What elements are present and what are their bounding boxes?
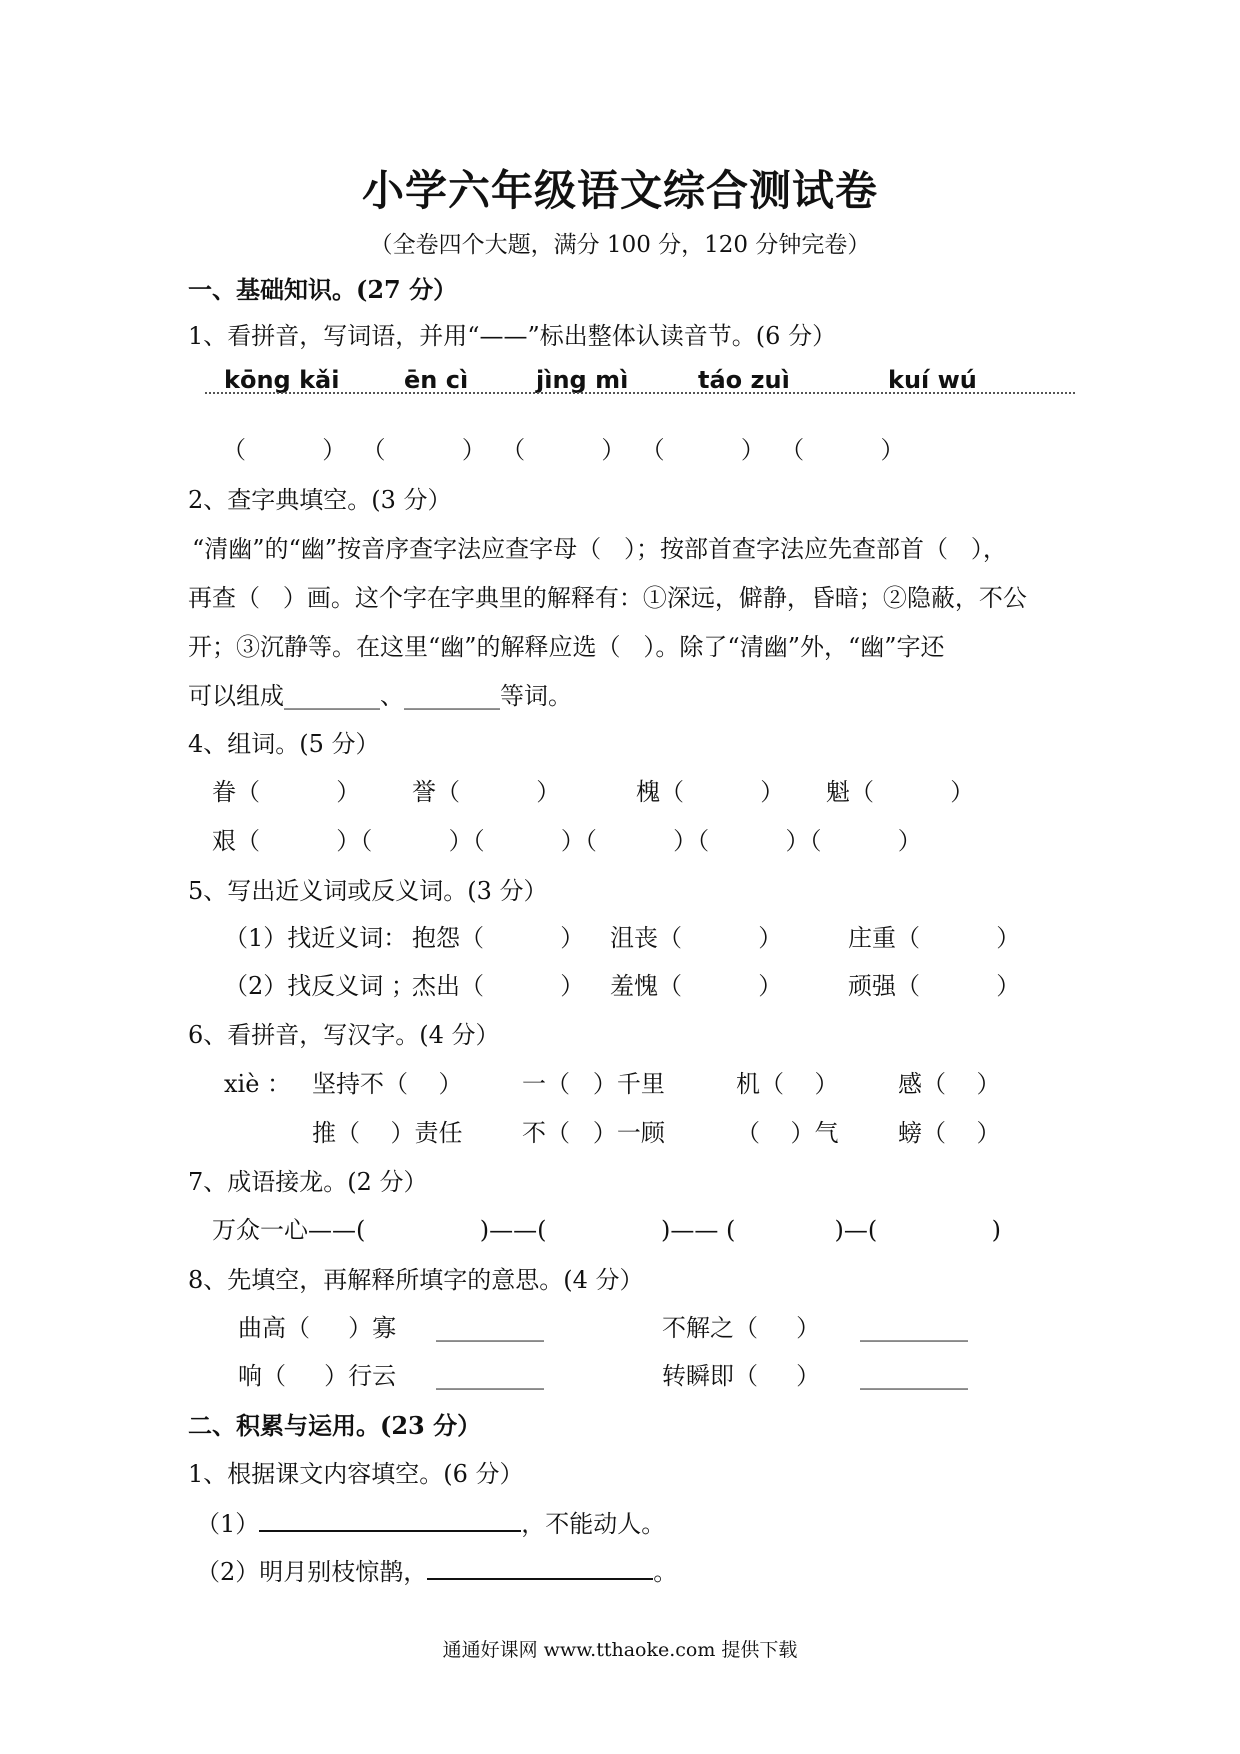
- q1-pinyin-1: kōng kǎi: [224, 366, 340, 394]
- q5-row1-item-1: 抱怨（ ）: [412, 924, 585, 952]
- q6-row2-item-4: 螃（ ）: [898, 1119, 1001, 1147]
- s2-q1-item-2-text: 明月别枝惊鹊，: [259, 1558, 428, 1586]
- s2-q1-item-1-text: ，不能动人。: [521, 1510, 666, 1538]
- q1-pinyin-2: ēn cì: [404, 366, 469, 394]
- page-title: 小学六年级语文综合测试卷: [361, 166, 878, 215]
- q4-row-2: 艰（ ）（ ）（ ）（ ）（ ）（ ）: [212, 827, 922, 855]
- q5-text: 5、写出近义词或反义词。(3 分）: [188, 877, 548, 905]
- q5-row1-item-2: 沮丧（ ）: [610, 924, 783, 952]
- section2-heading: 二、积累与运用。(23 分）: [188, 1411, 482, 1440]
- q8-row2-blank-2: _________: [860, 1362, 968, 1390]
- page-subtitle: （全卷四个大题，满分 100 分，120 分钟完卷）: [369, 232, 871, 258]
- q8-row1-idiom-2: 不解之（ ）: [662, 1314, 821, 1342]
- q1-pinyin-5: kuí wú: [888, 366, 977, 394]
- q6-pinyin-label: xiè ：: [224, 1070, 292, 1098]
- s2-q1-item-2-end: 。: [653, 1558, 678, 1586]
- q4-word-4: 魁（ ）: [826, 778, 975, 806]
- s2-q1-item-2-number: （2）: [196, 1558, 260, 1586]
- q2-line-1: “清幽”的“幽”按音序查字法应查字母（ ）；按部首查字法应先查部首（ ），: [192, 535, 1007, 563]
- q8-row1-blank-2: _________: [860, 1314, 968, 1342]
- q5-row2-label: （2）找反义词 ；: [224, 972, 415, 1000]
- q6-row2-item-2: 不（ ）一顾: [522, 1119, 665, 1147]
- q4-text: 4、组词。(5 分）: [188, 730, 380, 758]
- q5-row2-item-2: 羞愧（ ）: [610, 972, 783, 1000]
- q6-row1-item-2: 一（ ）千里: [522, 1070, 665, 1098]
- pinyin-dotted-line: [205, 392, 1075, 394]
- q7-text: 7、成语接龙。(2 分）: [188, 1168, 428, 1196]
- q8-row2-blank-1: _________: [436, 1362, 544, 1390]
- q1-answer-brackets: （ ） （ ） （ ） （ ） （ ）: [222, 436, 905, 464]
- q5-row2-item-1: 杰出（ ）: [412, 972, 585, 1000]
- q2-line-3: 开；③沉静等。在这里“幽”的解释应选（ ）。除了“清幽”外，“幽”字还: [188, 633, 945, 661]
- q5-row2-item-3: 顽强（ ）: [848, 972, 1021, 1000]
- s2-q1-item-1-number: （1）: [196, 1510, 260, 1538]
- q8-text: 8、先填空，再解释所填字的意思。(4 分）: [188, 1266, 644, 1294]
- q8-row1-blank-1: _________: [436, 1314, 544, 1342]
- q7-chain: 万众一心——( )——( )—— ( )—( ): [212, 1216, 1002, 1244]
- q8-row1-idiom-1: 曲高（ ）寡: [238, 1314, 397, 1342]
- q2-line-4: 可以组成________、________等词。: [188, 682, 572, 710]
- q8-row2-idiom-1: 响（ ）行云: [238, 1362, 397, 1390]
- q6-row1-item-3: 机（ ）: [736, 1070, 839, 1098]
- q2-text: 2、查字典填空。(3 分）: [188, 486, 452, 514]
- q4-word-1: 眷（ ）: [212, 778, 361, 806]
- q6-row1-item-4: 感（ ）: [898, 1070, 1001, 1098]
- s2-q1-item-2-blank[interactable]: [427, 1556, 653, 1580]
- s2-q1-item-1: [196, 1508, 665, 1540]
- s2-q1-item-2: [196, 1556, 677, 1588]
- s2-q1-item-1-blank[interactable]: [259, 1508, 521, 1532]
- q5-row1-item-3: 庄重（ ）: [848, 924, 1021, 952]
- q6-row1-item-1: 坚持不（ ）: [312, 1070, 463, 1098]
- q4-word-3: 槐（ ）: [636, 778, 785, 806]
- q6-row2-item-1: 推（ ）责任: [312, 1119, 463, 1147]
- q1-pinyin-3: jìng mì: [536, 366, 629, 394]
- q1-pinyin-4: táo zuì: [698, 366, 790, 394]
- q5-row1-label: （1）找近义词：: [224, 924, 408, 952]
- q4-word-2: 誉（ ）: [412, 778, 561, 806]
- q6-text: 6、看拼音，写汉字。(4 分）: [188, 1021, 500, 1049]
- s2-q1-text: 1、根据课文内容填空。(6 分）: [188, 1460, 524, 1488]
- q2-line-2: 再查（ ）画。这个字在字典里的解释有：①深远，僻静，昏暗；②隐蔽，不公: [188, 584, 1027, 612]
- page-footer: 通通好课网 www.tthaoke.com 提供下载: [442, 1639, 798, 1661]
- q8-row2-idiom-2: 转瞬即（ ）: [662, 1362, 821, 1390]
- section1-heading: 一、基础知识。(27 分）: [188, 275, 458, 304]
- q1-text: 1、看拼音，写词语，并用“——”标出整体认读音节。(6 分）: [188, 322, 837, 350]
- q6-row2-item-3: （ ）气: [736, 1119, 839, 1147]
